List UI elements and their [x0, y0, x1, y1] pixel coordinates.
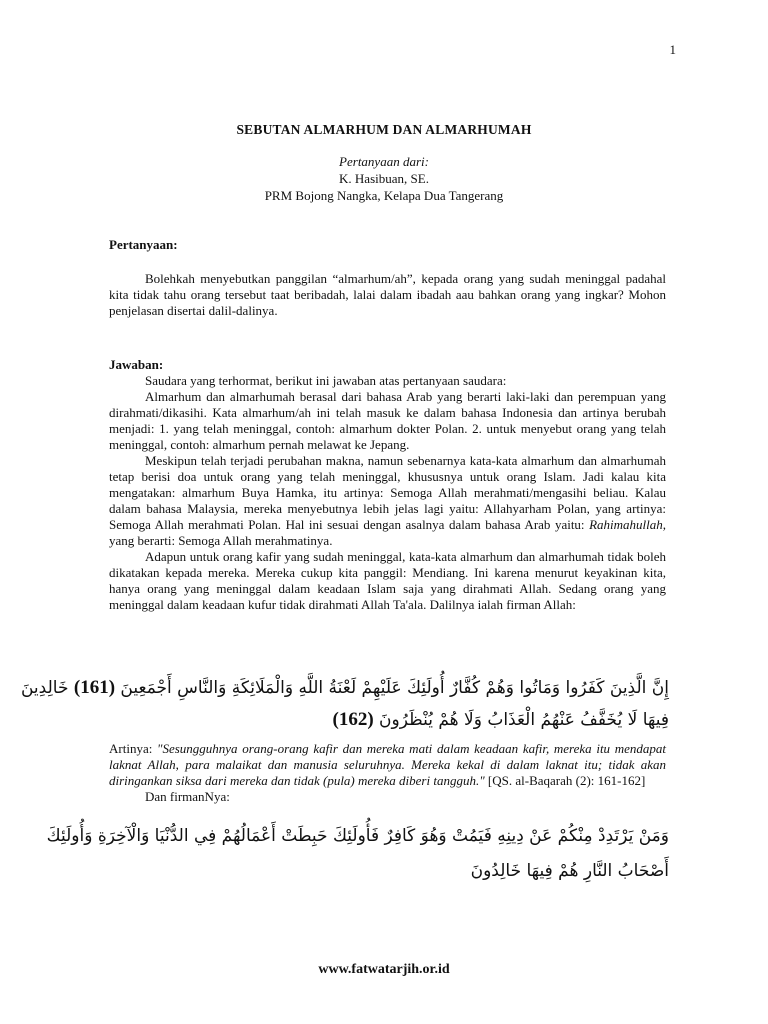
document-title: SEBUTAN ALMARHUM DAN ALMARHUMAH [236, 122, 532, 137]
answer-paragraph-3-text: Meskipun telah terjadi perubahan makna, namun sebenarnya kata-kata almarhum dan almarhumah tetap berisi doa untuk orang yang telah meninggal, khususnya untuk orang Islam. Jadi kalau kita mengatakan: almarhum Buya Hamka, itu artinya: Semoga Allah merahmati/mengasihi beliau. Kalau dalam bahasa Malaysia, mereka menyebutnya lebih jelas lagi yaitu: Allahyarham Polan, yang artinya: Semoga Allah merahmati Polan. Hal ini sesuai dengan asalnya dalam bahasa Arab yaitu: [109, 453, 666, 532]
answer-heading: Jawaban: [109, 357, 164, 372]
translation-block [109, 741, 666, 805]
question-heading: Pertanyaan: [109, 237, 178, 252]
answer-body [109, 373, 666, 613]
question-paragraph: Bolehkah menyebutkan panggilan “almarhum/ah”, kepada orang yang sudah meninggal padahal kita tidak tahu orang tersebut taat beribadah, lalai dalam ibadah aau bahkan orang yang ingkar? Mohon penjelasan disertai dalil-dalinya. [109, 271, 666, 318]
verse-162-number: (162) [332, 709, 374, 730]
verse-162-text: فِيهَا لَا يُخَفَّفُ عَنْهُمُ الْعَذَابُ وَلَا هُمْ يُنْظَرُونَ [379, 710, 669, 730]
answer-paragraph-3 [109, 453, 666, 549]
verse-161-number: (161) [73, 677, 116, 698]
translation-text: "Sesungguhnya orang-orang kafir dan mereka mati dalam keadaan kafir, mereka itu mendapat laknat Allah, para malaikat dan manusia seluruhnya. Mereka kekal di dalam laknat itu; tidak akan diringankan siksa dari mereka dan tidak (pula) mereka diberi tangguh." [109, 741, 666, 788]
answer-paragraph-4: Adapun untuk orang kafir yang sudah meninggal, kata-kata almarhum dan almarhumah tidak boleh dikatakan kepada mereka. Mereka cukup kita panggil: Mendiang. Ini karena menurut keyakinan kita, hanya orang yang meninggal dalam keadaan Islam saja yang dirahmati Allah. Sedang orang yang meninggal dalam keadaan kufur tidak dirahmati Allah Ta'ala. Dalilnya ialah firman Allah: [109, 549, 666, 612]
quran-verse-161 [20, 677, 669, 698]
answer-paragraph-1: Saudara yang terhormat, berikut ini jawaban atas pertanyaan saudara: [145, 373, 507, 388]
question-body [109, 271, 666, 319]
quran-verse-217-line-2: أَصْحَابُ النَّارِ هُمْ فِيهَا خَالِدُونَ [470, 861, 669, 881]
website-footer: www.fatwatarjih.or.id [318, 962, 450, 977]
quran-verse-162 [109, 710, 669, 730]
translation-label: Artinya: [109, 741, 153, 756]
verse-161-text: إِنَّ الَّذِينَ كَفَرُوا وَمَاتُوا وَهُمْ كُفَّارٌ أُولَئِكَ عَلَيْهِمْ لَعْنَةُ اللَّهِ وَالْمَلَائِكَةِ وَالنَّاسِ أَجْمَعِينَ [120, 678, 669, 698]
asker-name: K. Hasibuan, SE. [339, 171, 429, 186]
translation-paragraph [109, 741, 666, 789]
asker-block [0, 153, 768, 204]
translation-reference: [QS. al-Baqarah (2): 161-162] [487, 773, 646, 788]
asker-place: PRM Bojong Nangka, Kelapa Dua Tangerang [264, 188, 504, 203]
answer-paragraph-5: Dan firmanNya: [145, 789, 230, 804]
quran-verse-217-line-1: وَمَنْ يَرْتَدِدْ مِنْكُمْ عَنْ دِينِهِ فَيَمُتْ وَهُوَ كَافِرٌ فَأُولَئِكَ حَبِطَتْ أَعْمَالُهُمْ فِي الدُّنْيَا وَالْآخِرَةِ وَأُولَئِكَ [46, 826, 669, 846]
page-number: 1 [669, 42, 676, 57]
asker-label: Pertanyaan dari: [339, 154, 429, 169]
answer-paragraph-2: Almarhum dan almarhumah berasal dari bahasa Arab yang berarti laki-laki dan perempuan yang dirahmati/dikasihi. Kata almarhum/ah ini telah masuk ke dalam bahasa Indonesia dan artinya berubah menjadi: 1. yang telah meninggal, contoh: almarhum dokter Polan. 2. untuk menyebut orang yang telah meninggal, contoh: almarhum pernah melawat ke Jepang. [109, 389, 666, 452]
rahimahullah-term: Rahimahullah, [589, 517, 667, 532]
answer-paragraph-3-end: yang berarti: Semoga Allah merahmatinya. [109, 533, 333, 548]
verse-162-start: خَالِدِينَ [20, 678, 69, 698]
